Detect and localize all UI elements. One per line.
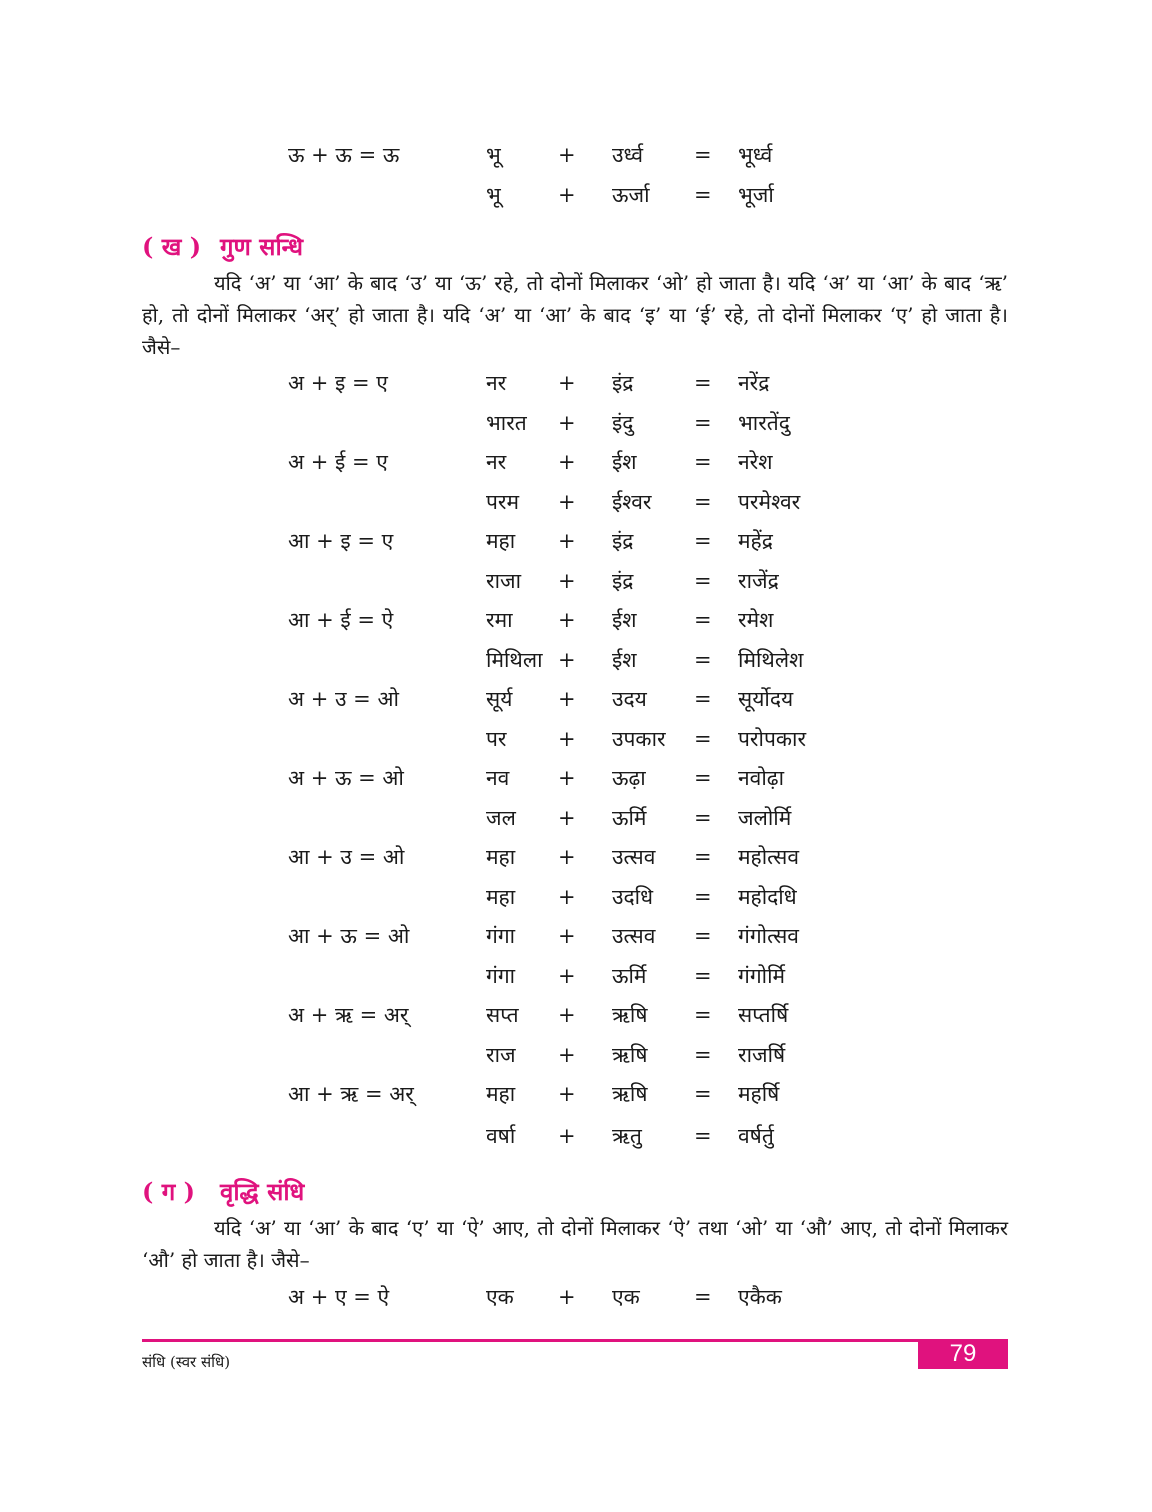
second-word: ऊर्जा xyxy=(612,183,650,207)
result-word: नवोढ़ा xyxy=(738,766,785,790)
first-word: भू xyxy=(486,183,501,207)
plus-sign: + xyxy=(558,143,576,167)
equals-sign: = xyxy=(694,687,712,711)
result-word: भूर्जा xyxy=(738,183,774,207)
plus-sign: + xyxy=(558,1285,576,1309)
plus-sign: + xyxy=(558,490,576,514)
equals-sign: = xyxy=(694,766,712,790)
first-word: परम xyxy=(486,490,520,514)
first-word: भारत xyxy=(486,411,527,435)
result-word: मिथिलेश xyxy=(738,648,804,672)
first-word: महा xyxy=(486,885,516,909)
plus-sign: + xyxy=(558,648,576,672)
second-word: उदधि xyxy=(612,885,654,909)
equals-sign: = xyxy=(694,490,712,514)
plus-sign: + xyxy=(558,529,576,553)
result-word: सूर्योदय xyxy=(738,687,794,711)
plus-sign: + xyxy=(558,687,576,711)
second-word: ऋषि xyxy=(612,1043,648,1067)
equals-sign: = xyxy=(694,183,712,207)
plus-sign: + xyxy=(558,608,576,632)
first-word: राज xyxy=(486,1043,516,1067)
second-word: उपकार xyxy=(612,727,666,751)
rule-formula: ऊ + ऊ = ऊ xyxy=(288,143,400,167)
plus-sign: + xyxy=(558,727,576,751)
equals-sign: = xyxy=(694,1082,712,1106)
equals-sign: = xyxy=(694,569,712,593)
equals-sign: = xyxy=(694,806,712,830)
plus-sign: + xyxy=(558,964,576,988)
second-word: ऊर्मि xyxy=(612,964,647,988)
second-word: ईश xyxy=(612,608,637,632)
first-word: पर xyxy=(486,727,507,751)
second-word: इंद्र xyxy=(612,529,634,553)
plus-sign: + xyxy=(558,183,576,207)
plus-sign: + xyxy=(558,845,576,869)
plus-sign: + xyxy=(558,766,576,790)
first-word: सूर्य xyxy=(486,687,513,711)
plus-sign: + xyxy=(558,1003,576,1027)
vriddhi-paragraph: यदि ‘अ’ या ‘आ’ के बाद ‘ए’ या ‘ऐ’ आए, तो दोनों मिलाकर ‘ऐ’ तथा ‘ओ’ या ‘औ’ आए, तो दोनों मिलाकर ‘औ’ हो जाता है। जैसे– xyxy=(142,1216,1008,1272)
result-word: नरेश xyxy=(738,450,773,474)
result-word: भूर्ध्व xyxy=(738,143,773,167)
equals-sign: = xyxy=(694,529,712,553)
first-word: वर्षा xyxy=(486,1124,516,1148)
equals-sign: = xyxy=(694,1043,712,1067)
section-heading-guna xyxy=(142,230,303,264)
first-word: एक xyxy=(486,1285,514,1309)
second-word: ऋषि xyxy=(612,1082,648,1106)
second-word: एक xyxy=(612,1285,640,1309)
rule-formula: आ + इ = ए xyxy=(288,529,394,553)
result-word: महेंद्र xyxy=(738,529,773,553)
first-word: महा xyxy=(486,845,516,869)
rule-formula: अ + ऊ = ओ xyxy=(288,766,404,790)
section-title: गुण सन्धि xyxy=(220,232,304,261)
first-word: जल xyxy=(486,806,516,830)
result-word: महोदधि xyxy=(738,885,797,909)
second-word: इंदु xyxy=(612,411,634,435)
first-word: नर xyxy=(486,450,507,474)
second-word: उदय xyxy=(612,687,647,711)
rule-formula: अ + इ = ए xyxy=(288,371,388,395)
second-word: ऊढ़ा xyxy=(612,766,646,790)
second-word: उर्ध्व xyxy=(612,143,644,167)
first-word: नर xyxy=(486,371,507,395)
result-word: परोपकार xyxy=(738,727,807,751)
first-word: सप्त xyxy=(486,1003,519,1027)
result-word: गंगोत्सव xyxy=(738,924,799,948)
second-word: उत्सव xyxy=(612,845,656,869)
equals-sign: = xyxy=(694,924,712,948)
section-label: ( ख ) xyxy=(142,232,202,261)
plus-sign: + xyxy=(558,411,576,435)
equals-sign: = xyxy=(694,964,712,988)
equals-sign: = xyxy=(694,143,712,167)
equals-sign: = xyxy=(694,727,712,751)
equals-sign: = xyxy=(694,450,712,474)
result-word: राजेंद्र xyxy=(738,569,779,593)
rule-formula: आ + ऋ = अर् xyxy=(288,1082,414,1106)
result-word: महोत्सव xyxy=(738,845,800,869)
plus-sign: + xyxy=(558,1043,576,1067)
second-word: इंद्र xyxy=(612,371,634,395)
rule-formula: आ + उ = ओ xyxy=(288,845,405,869)
result-word: गंगोर्मि xyxy=(738,964,786,988)
result-word: सप्तर्षि xyxy=(738,1003,789,1027)
rule-formula: आ + ऊ = ओ xyxy=(288,924,410,948)
result-word: रमेश xyxy=(738,608,774,632)
second-word: ईश xyxy=(612,450,637,474)
equals-sign: = xyxy=(694,608,712,632)
first-word: गंगा xyxy=(486,924,516,948)
footer-rule xyxy=(142,1339,1008,1342)
result-word: वर्षर्तु xyxy=(738,1124,774,1148)
second-word: इंद्र xyxy=(612,569,634,593)
guna-paragraph: यदि ‘अ’ या ‘आ’ के बाद ‘उ’ या ‘ऊ’ रहे, तो दोनों मिलाकर ‘ओ’ हो जाता है। यदि ‘अ’ या ‘आ’ के बाद ‘ऋ’ हो, तो दोनों मिलाकर ‘अर्’ हो जाता है। यदि ‘अ’ या ‘आ’ के बाद ‘इ’ या ‘ई’ रहे, तो दोनों मिलाकर ‘ए’ हो जाता है। जैसे– xyxy=(142,271,1008,359)
plus-sign: + xyxy=(558,450,576,474)
result-word: भारतेंदु xyxy=(738,411,790,435)
equals-sign: = xyxy=(694,1285,712,1309)
first-word: रमा xyxy=(486,608,513,632)
plus-sign: + xyxy=(558,1124,576,1148)
rule-formula: अ + ऋ = अर् xyxy=(288,1003,409,1027)
equals-sign: = xyxy=(694,1003,712,1027)
plus-sign: + xyxy=(558,806,576,830)
rule-formula: आ + ई = ऐ xyxy=(288,608,394,632)
first-word: नव xyxy=(486,766,510,790)
first-word: महा xyxy=(486,1082,516,1106)
equals-sign: = xyxy=(694,648,712,672)
section-title: वृद्धि संधि xyxy=(220,1177,305,1206)
section-label: ( ग ) xyxy=(142,1177,195,1206)
rule-formula: अ + उ = ओ xyxy=(288,687,399,711)
equals-sign: = xyxy=(694,845,712,869)
result-word: राजर्षि xyxy=(738,1043,786,1067)
result-word: जलोर्मि xyxy=(738,806,792,830)
equals-sign: = xyxy=(694,371,712,395)
second-word: ऋषि xyxy=(612,1003,648,1027)
first-word: मिथिला xyxy=(486,648,543,672)
result-word: महर्षि xyxy=(738,1082,780,1106)
plus-sign: + xyxy=(558,1082,576,1106)
result-word: नरेंद्र xyxy=(738,371,770,395)
section-heading-vriddhi xyxy=(142,1175,304,1209)
page-number: 79 xyxy=(918,1339,1008,1369)
plus-sign: + xyxy=(558,885,576,909)
second-word: ईश xyxy=(612,648,637,672)
result-word: परमेश्वर xyxy=(738,490,801,514)
first-word: महा xyxy=(486,529,516,553)
second-word: उत्सव xyxy=(612,924,656,948)
second-word: ईश्वर xyxy=(612,490,652,514)
rule-formula: अ + ए = ऐ xyxy=(288,1285,390,1309)
plus-sign: + xyxy=(558,371,576,395)
second-word: ऊर्मि xyxy=(612,806,647,830)
first-word: राजा xyxy=(486,569,522,593)
second-word: ऋतु xyxy=(612,1124,642,1148)
result-word: एकैक xyxy=(738,1285,782,1309)
plus-sign: + xyxy=(558,569,576,593)
chapter-title: संधि (स्वर संधि) xyxy=(142,1353,231,1371)
equals-sign: = xyxy=(694,411,712,435)
rule-formula: अ + ई = ए xyxy=(288,450,388,474)
plus-sign: + xyxy=(558,924,576,948)
first-word: गंगा xyxy=(486,964,516,988)
equals-sign: = xyxy=(694,1124,712,1148)
equals-sign: = xyxy=(694,885,712,909)
first-word: भू xyxy=(486,143,501,167)
